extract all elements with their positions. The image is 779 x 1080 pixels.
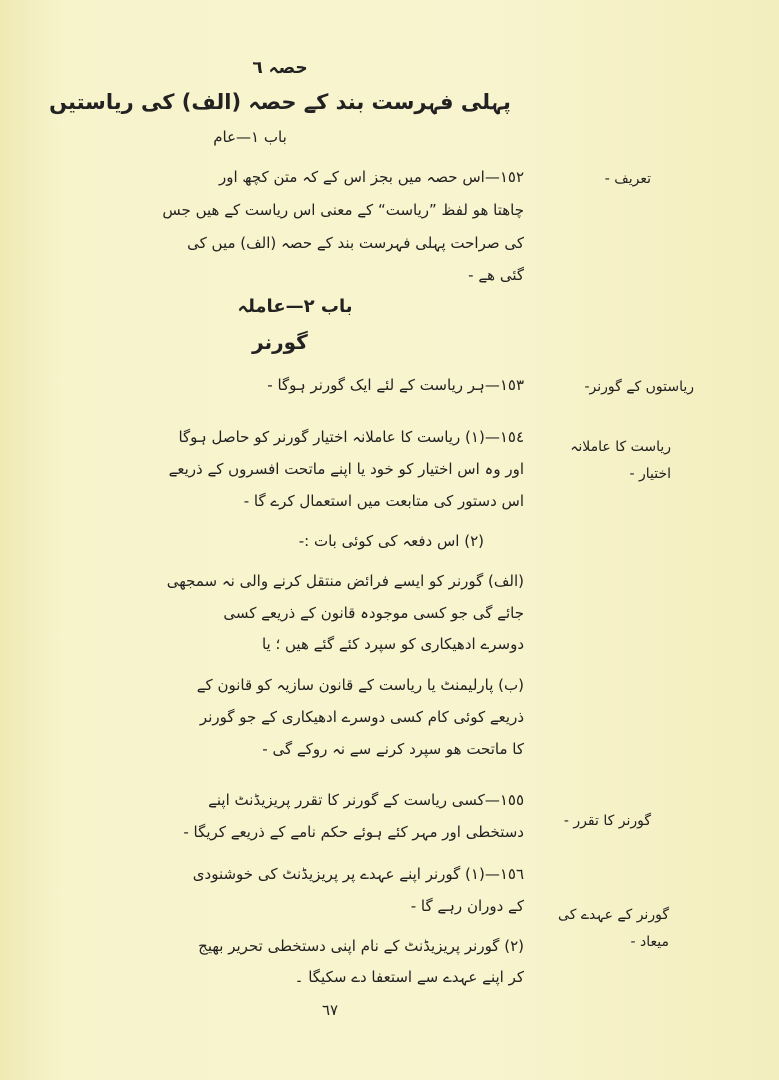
chapter-2-heading: باب ٢—عاملہ [237, 296, 353, 317]
section-152-line-4: گئی ھے - [468, 266, 524, 284]
section-152-line-2: چاھتا ھو لفظ ”ریاست“ کے معنی اس ریاست کے ھیں جس [162, 201, 524, 219]
main-title: پہلی فہرست بند کے حصہ (الف) کی ریاستیں [49, 90, 511, 114]
section-154-clause-2: (٢) اس دفعہ کی کوئی بات :- [298, 532, 484, 550]
section-154-line-2: اور وہ اس اختیار کو خود یا اپنے ماتحت افسروں کے ذریعے [168, 460, 524, 478]
section-153-line: ١٥٣—ہر ریاست کے لئے ایک گورنر ہوگا - [267, 376, 524, 394]
margin-note-definition: تعریف - [604, 171, 651, 187]
clause-b-line-1: (ب) پارلیمنٹ یا ریاست کے قانون سازیہ کو قانون کے [196, 676, 524, 694]
section-154-line-3: اس دستور کی متابعت میں استعمال کرے گا - [243, 492, 524, 510]
margin-note-line: گورنر کے عہدے کی [558, 907, 669, 923]
page-number: ٦٧ [321, 1001, 339, 1019]
margin-note-executive-power [570, 434, 671, 487]
margin-note-governors: ریاستوں کے گورنر- [584, 379, 694, 395]
margin-note-appointment: گورنر کا تقرر - [563, 813, 651, 829]
section-156-line-2: کے دوران رہے گا - [410, 897, 524, 915]
section-152-line-1: ١٥٢—اس حصہ میں بجز اس کے کہ متن کچھ اور [218, 168, 524, 186]
chapter-1-heading: باب ١—عام [213, 128, 287, 146]
section-152-line-3: کی صراحت پہلی فہرست بند کے حصہ (الف) میں کی [187, 234, 524, 252]
clause-b-line-2: ذریعے کوئی کام کسی دوسرے ادھیکاری کے جو گورنر [199, 708, 524, 726]
margin-note-line: میعاد - [630, 933, 669, 950]
clause-a-line-3: دوسرے ادھیکاری کو سپرد کئے گئے ھیں ؛ یا [261, 635, 524, 653]
section-155-line-2: دستخطی اور مہر کئے ہوئے حکم نامے کے ذریعے کریگا - [183, 823, 524, 841]
section-155-line-1: ١٥٥—کسی ریاست کے گورنر کا تقرر پریزیڈنٹ اپنے [208, 791, 524, 809]
part-heading: حصہ ٦ [252, 58, 308, 78]
margin-note-line: ریاست کا عاملانہ [570, 439, 671, 455]
governor-subheading: گورنر [252, 330, 308, 354]
section-154-line-1: ١٥٤—(١) ریاست کا عاملانہ اختیار گورنر کو حاصل ہوگا [178, 428, 524, 446]
section-156-line-4: کر اپنے عہدے سے استعفا دے سکیگا ۔ [294, 968, 524, 986]
clause-a-line-1: (الف) گورنر کو ایسے فرائض منتقل کرنے والی نہ سمجھی [166, 572, 524, 590]
section-156-line-1: ١٥٦—(١) گورنر اپنے عہدے پر پریزیڈنٹ کی خوشنودی [192, 865, 524, 883]
margin-note-term-of-office [558, 902, 669, 955]
section-156-line-3: (٢) گورنر پریزیڈنٹ کے نام اپنی دستخطی تحریر بھیج [198, 937, 524, 955]
clause-b-line-3: کا ماتحت ھو سپرد کرنے سے نہ روکے گی - [262, 740, 524, 758]
margin-note-line: اختیار - [629, 465, 671, 482]
clause-a-line-2: جائے گی جو کسی موجودہ قانون کے ذریعے کسی [223, 604, 524, 622]
